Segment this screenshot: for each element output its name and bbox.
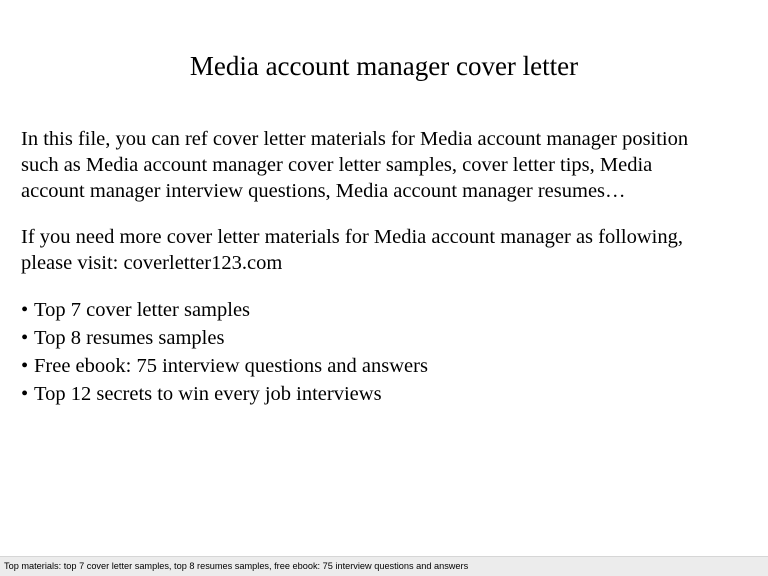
bullet-text: Top 8 resumes samples	[34, 327, 225, 349]
bullet-text: Free ebook: 75 interview questions and answers	[34, 355, 428, 377]
bullet-text: Top 12 secrets to win every job interviews	[34, 383, 382, 405]
slide-content	[21, 126, 751, 408]
bullet-icon: •	[21, 327, 29, 349]
page-title: Media account manager cover letter	[189, 51, 579, 81]
footer-bar	[0, 556, 768, 576]
bullet-list	[21, 296, 751, 408]
bullet-icon: •	[21, 383, 29, 405]
list-item	[21, 296, 751, 324]
list-item	[21, 380, 751, 408]
bullet-icon: •	[21, 355, 29, 377]
footer-text: Top materials: top 7 cover letter samples, top 8 resumes samples, free ebook: 75 interview questions and answers	[4, 561, 469, 571]
list-item	[21, 352, 751, 380]
list-item	[21, 324, 751, 352]
bullet-text: Top 7 cover letter samples	[34, 299, 251, 321]
bullet-icon: •	[21, 299, 29, 321]
intro-paragraph: In this file, you can ref cover letter materials for Media account manager position such as Media account manager cover letter samples, cover letter tips, Media account manager interview questions, Media account manager resumes…	[21, 128, 689, 202]
visit-paragraph: If you need more cover letter materials for Media account manager as following, please visit: coverletter123.com	[21, 226, 683, 274]
